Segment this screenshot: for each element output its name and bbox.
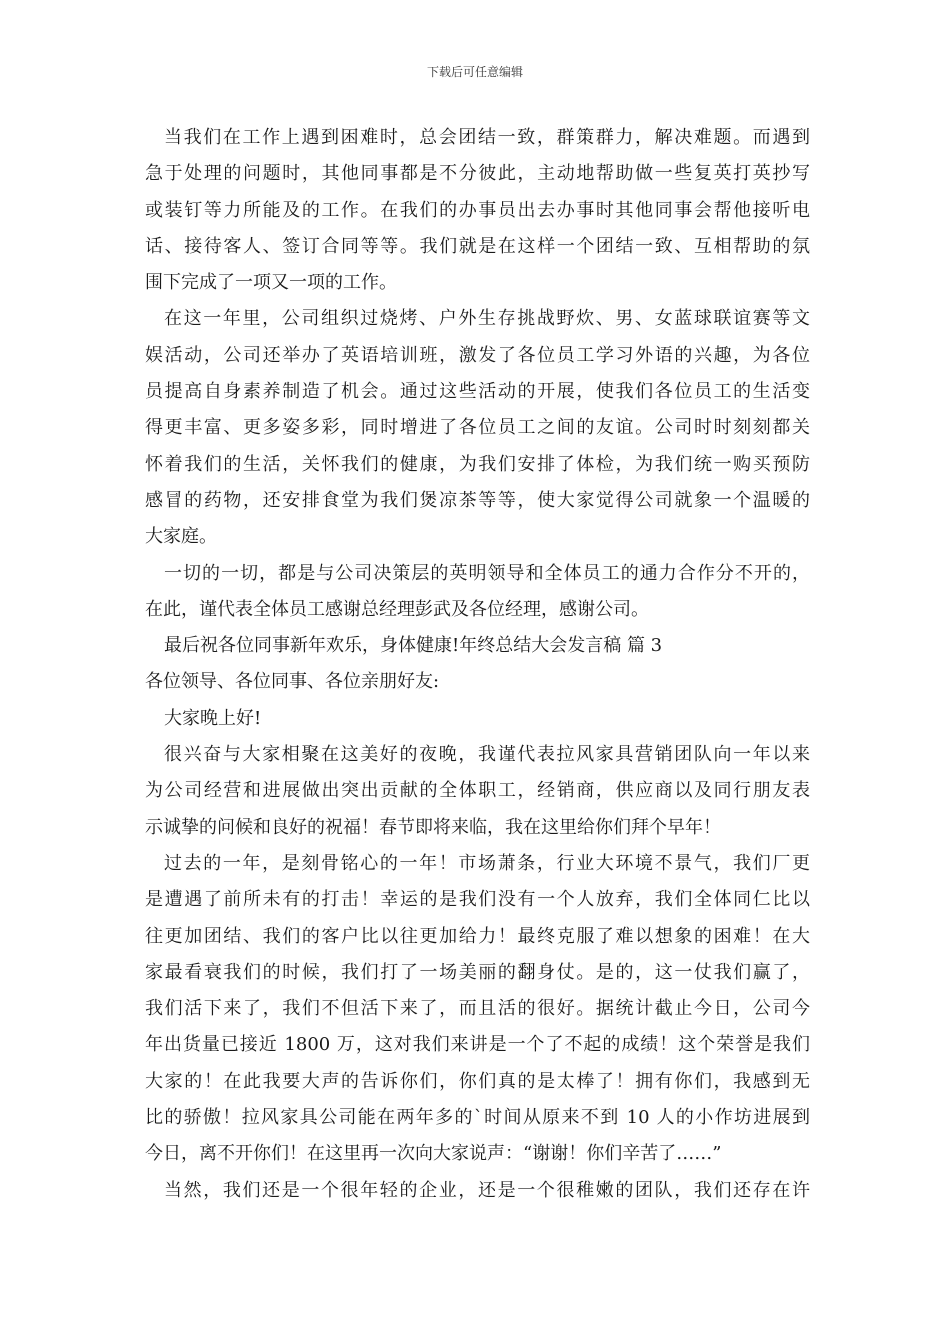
text-line: 当我们在工作上遇到困难时，总会团结一致，群策群力，解决难题。而遇到 bbox=[164, 127, 810, 148]
text-line: 是遭遇了前所未有的打击！幸运的是我们没有一个人放弃，我们全体同仁比以 bbox=[145, 889, 810, 911]
text-line: 家最看衰我们的时候，我们打了一场美丽的翻身仗。是的，这一仗我们赢了， bbox=[145, 961, 810, 983]
text-line: 大家庭。 bbox=[145, 526, 217, 548]
page-header-note: 下载后可任意编辑 bbox=[426, 65, 523, 79]
text-line: 大家的！在此我要大声的告诉你们，你们真的是太棒了！拥有你们，我感到无 bbox=[145, 1070, 810, 1092]
text-line: 急于处理的问题时，其他同事都是不分彼此，主动地帮助做一些复英打英抄写 bbox=[145, 163, 810, 185]
text-line: 示诚挚的问候和良好的祝福！春节即将来临，我在这里给你们拜个早年！ bbox=[145, 816, 721, 838]
text-line: 娱活动，公司还举办了英语培训班，激发了各位员工学习外语的兴趣，为各位 bbox=[145, 344, 810, 366]
text-line: 我们活下来了，我们不但活下来了，而且活的很好。据统计截止今日，公司今 bbox=[145, 998, 810, 1020]
text-line: 一切的一切，都是与公司决策层的英明领导和全体员工的通力合作分不开的， bbox=[164, 562, 810, 584]
text-line: 员提高自身素养制造了机会。通过这些活动的开展，使我们各位员工的生活变 bbox=[145, 381, 810, 403]
text-line: 很兴奋与大家相聚在这美好的夜晚，我谨代表拉风家具营销团队向一年以来 bbox=[164, 744, 810, 766]
text-line: 为公司经营和进展做出突出贡献的全体职工，经销商，供应商以及同行朋友表 bbox=[145, 780, 810, 802]
text-line: 过去的一年，是刻骨铭心的一年！市场萧条，行业大环境不景气，我们厂更 bbox=[164, 852, 810, 874]
text-line: 围下完成了一项又一项的工作。 bbox=[145, 272, 397, 294]
text-line: 在此，谨代表全体员工感谢总经理彭武及各位经理，感谢公司。 bbox=[145, 598, 649, 620]
text-line: 话、接待客人、签订合同等等。我们就是在这样一个团结一致、互相帮助的氛 bbox=[145, 235, 810, 257]
text-line: 最后祝各位同事新年欢乐，身体健康!年终总结大会发言稿 篇 3 bbox=[164, 635, 663, 657]
document-body bbox=[145, 120, 810, 1209]
text-line: 比的骄傲！拉风家具公司能在两年多的`时间从原来不到 10 人的小作坊进展到 bbox=[145, 1107, 810, 1129]
text-line: 或装钉等力所能及的工作。在我们的办事员出去办事时其他同事会帮他接听电 bbox=[145, 199, 810, 221]
text-line: 得更丰富、更多姿多彩，同时增进了各位员工之间的友谊。公司时时刻刻都关 bbox=[145, 417, 810, 439]
text-line: 感冒的药物，还安排食堂为我们煲凉茶等等，使大家觉得公司就象一个温暖的 bbox=[145, 489, 810, 511]
text-line: 年出货量已接近 1800 万，这对我们来讲是一个了不起的成绩！这个荣誉是我们 bbox=[145, 1034, 810, 1056]
text-line: 在这一年里，公司组织过烧烤、户外生存挑战野炊、男、女蓝球联谊赛等文 bbox=[164, 308, 810, 330]
text-line: 各位领导、各位同事、各位亲朋好友: bbox=[145, 671, 440, 693]
text-line: 大家晚上好! bbox=[164, 707, 262, 729]
text-line: 今日，离不开你们！在这里再一次向大家说声：“谢谢！你们辛苦了……” bbox=[145, 1143, 722, 1165]
text-line: 往更加团结、我们的客户比以往更加给力！最终克服了难以想象的困难！在大 bbox=[145, 925, 810, 947]
text-line: 当然，我们还是一个很年轻的企业，还是一个很稚嫩的团队，我们还存在许 bbox=[164, 1179, 810, 1201]
text-line: 怀着我们的生活，关怀我们的健康，为我们安排了体检，为我们统一购买预防 bbox=[145, 453, 810, 475]
